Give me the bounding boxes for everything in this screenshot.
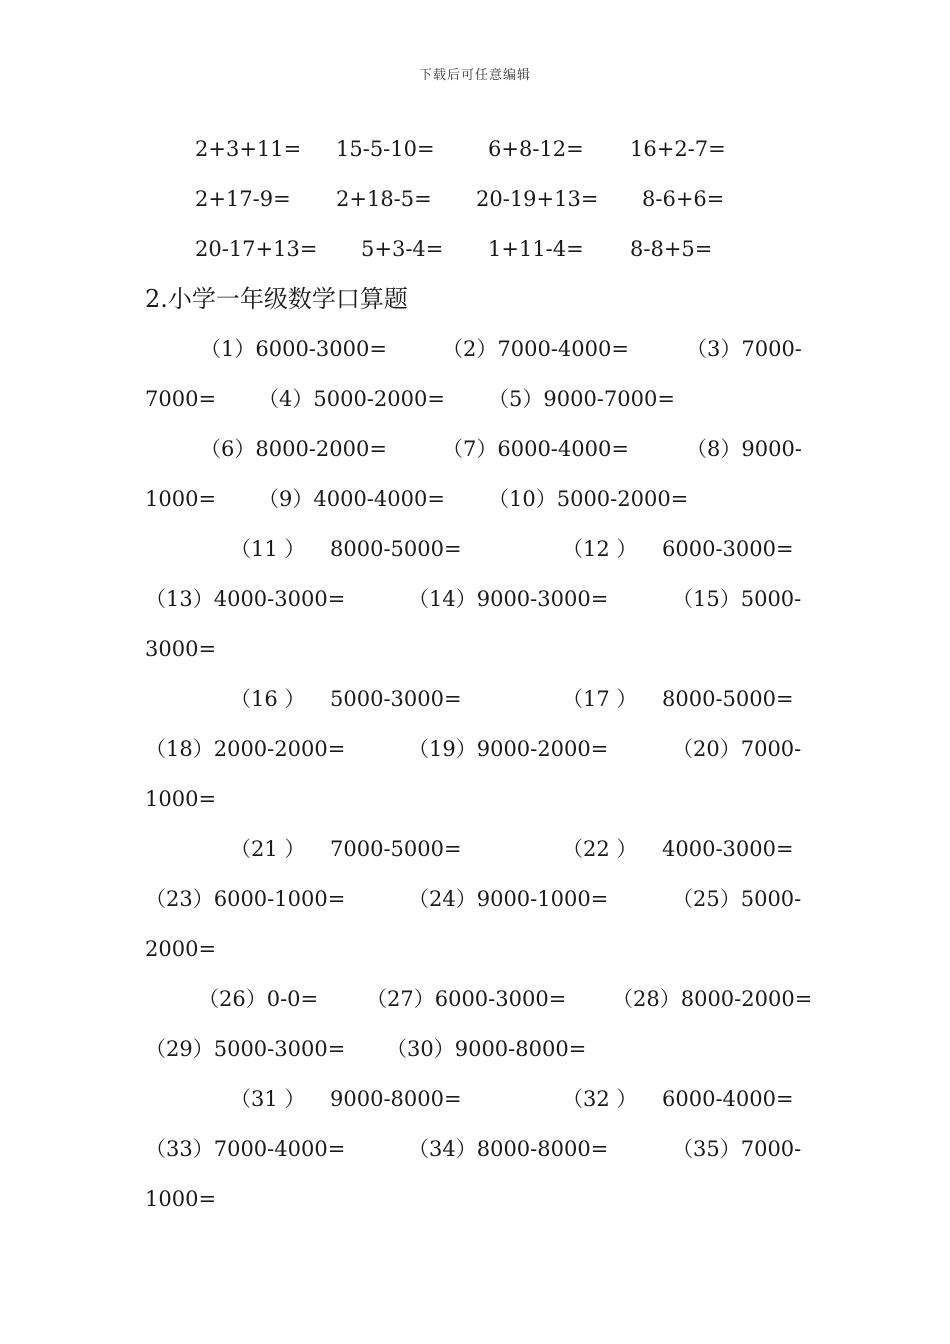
problem-line <box>0 634 950 664</box>
problem-row <box>0 134 950 164</box>
problem: （15）5000- <box>672 587 802 611</box>
problem-line <box>0 334 950 364</box>
problem: 8-6+6= <box>642 187 725 211</box>
problem: （13）4000-3000= <box>145 587 346 611</box>
problem-number: （12 ） <box>562 537 638 561</box>
problem: （18）2000-2000= <box>145 737 346 761</box>
problem-row <box>0 234 950 264</box>
problem: （5）9000-7000= <box>488 387 675 411</box>
problem-line <box>0 1134 950 1164</box>
problem-line <box>0 684 950 714</box>
section-title <box>0 284 950 314</box>
problem: 9000-8000= <box>330 1087 462 1111</box>
page-header: 下载后可任意编辑 <box>418 68 531 83</box>
problem-line <box>0 834 950 864</box>
problem-number: （21 ） <box>230 837 306 861</box>
problem: 1000= <box>145 787 217 811</box>
problem: （26）0-0= <box>198 987 319 1011</box>
problem: （27）6000-3000= <box>366 987 567 1011</box>
section-title-text: 2.小学一年级数学口算题 <box>145 285 408 313</box>
problem-line <box>0 984 950 1014</box>
problem: 1000= <box>145 487 217 511</box>
problem: 1+11-4= <box>488 237 584 261</box>
problem-line <box>0 884 950 914</box>
problem: 1000= <box>145 1187 217 1211</box>
problem: （23）6000-1000= <box>145 887 346 911</box>
problem: （9）4000-4000= <box>258 487 445 511</box>
problem: 7000= <box>145 387 217 411</box>
problem: （7）6000-4000= <box>442 437 629 461</box>
problem-number: （31 ） <box>230 1087 306 1111</box>
problem: （20）7000- <box>672 737 802 761</box>
problem-line <box>0 934 950 964</box>
problem: 3000= <box>145 637 217 661</box>
problem-line <box>0 1034 950 1064</box>
problem: （35）7000- <box>672 1137 802 1161</box>
problem: 2+3+11= <box>195 137 302 161</box>
problem: 8000-5000= <box>662 687 794 711</box>
problem: 2+18-5= <box>336 187 432 211</box>
problem-line <box>0 784 950 814</box>
problem: 8000-5000= <box>330 537 462 561</box>
problem: 20-17+13= <box>195 237 318 261</box>
problem: （14）9000-3000= <box>408 587 609 611</box>
problem: （29）5000-3000= <box>145 1037 346 1061</box>
problem: 16+2-7= <box>630 137 726 161</box>
problem: （8）9000- <box>686 437 802 461</box>
problem-line <box>0 434 950 464</box>
problem-number: （32 ） <box>562 1087 638 1111</box>
problem: （24）9000-1000= <box>408 887 609 911</box>
problem-line <box>0 1184 950 1214</box>
problem-line <box>0 734 950 764</box>
problem: （3）7000- <box>686 337 802 361</box>
problem-number: （16 ） <box>230 687 306 711</box>
problem: （19）9000-2000= <box>408 737 609 761</box>
problem-line <box>0 534 950 564</box>
problem: （33）7000-4000= <box>145 1137 346 1161</box>
problem: 7000-5000= <box>330 837 462 861</box>
problem: 6000-4000= <box>662 1087 794 1111</box>
problem-number: （11 ） <box>230 537 306 561</box>
problem-row <box>0 184 950 214</box>
problem-line <box>0 1084 950 1114</box>
problem: （10）5000-2000= <box>488 487 689 511</box>
problem: （6）8000-2000= <box>200 437 387 461</box>
problem-number: （22 ） <box>562 837 638 861</box>
problem: 4000-3000= <box>662 837 794 861</box>
problem: （4）5000-2000= <box>258 387 445 411</box>
problem: （1）6000-3000= <box>200 337 387 361</box>
problem: （25）5000- <box>672 887 802 911</box>
problem: 2+17-9= <box>195 187 291 211</box>
problem: （28）8000-2000= <box>612 987 813 1011</box>
problem: 20-19+13= <box>476 187 599 211</box>
problem: 5000-3000= <box>330 687 462 711</box>
problem-line <box>0 484 950 514</box>
problem: 6000-3000= <box>662 537 794 561</box>
problem: 5+3-4= <box>361 237 444 261</box>
problem: （2）7000-4000= <box>442 337 629 361</box>
problem: 15-5-10= <box>336 137 435 161</box>
problem-line <box>0 584 950 614</box>
problem: 8-8+5= <box>630 237 713 261</box>
problem: 2000= <box>145 937 217 961</box>
problem: （30）9000-8000= <box>386 1037 587 1061</box>
problem-number: （17 ） <box>562 687 638 711</box>
problem: （34）8000-8000= <box>408 1137 609 1161</box>
problem-line <box>0 384 950 414</box>
problem: 6+8-12= <box>488 137 584 161</box>
